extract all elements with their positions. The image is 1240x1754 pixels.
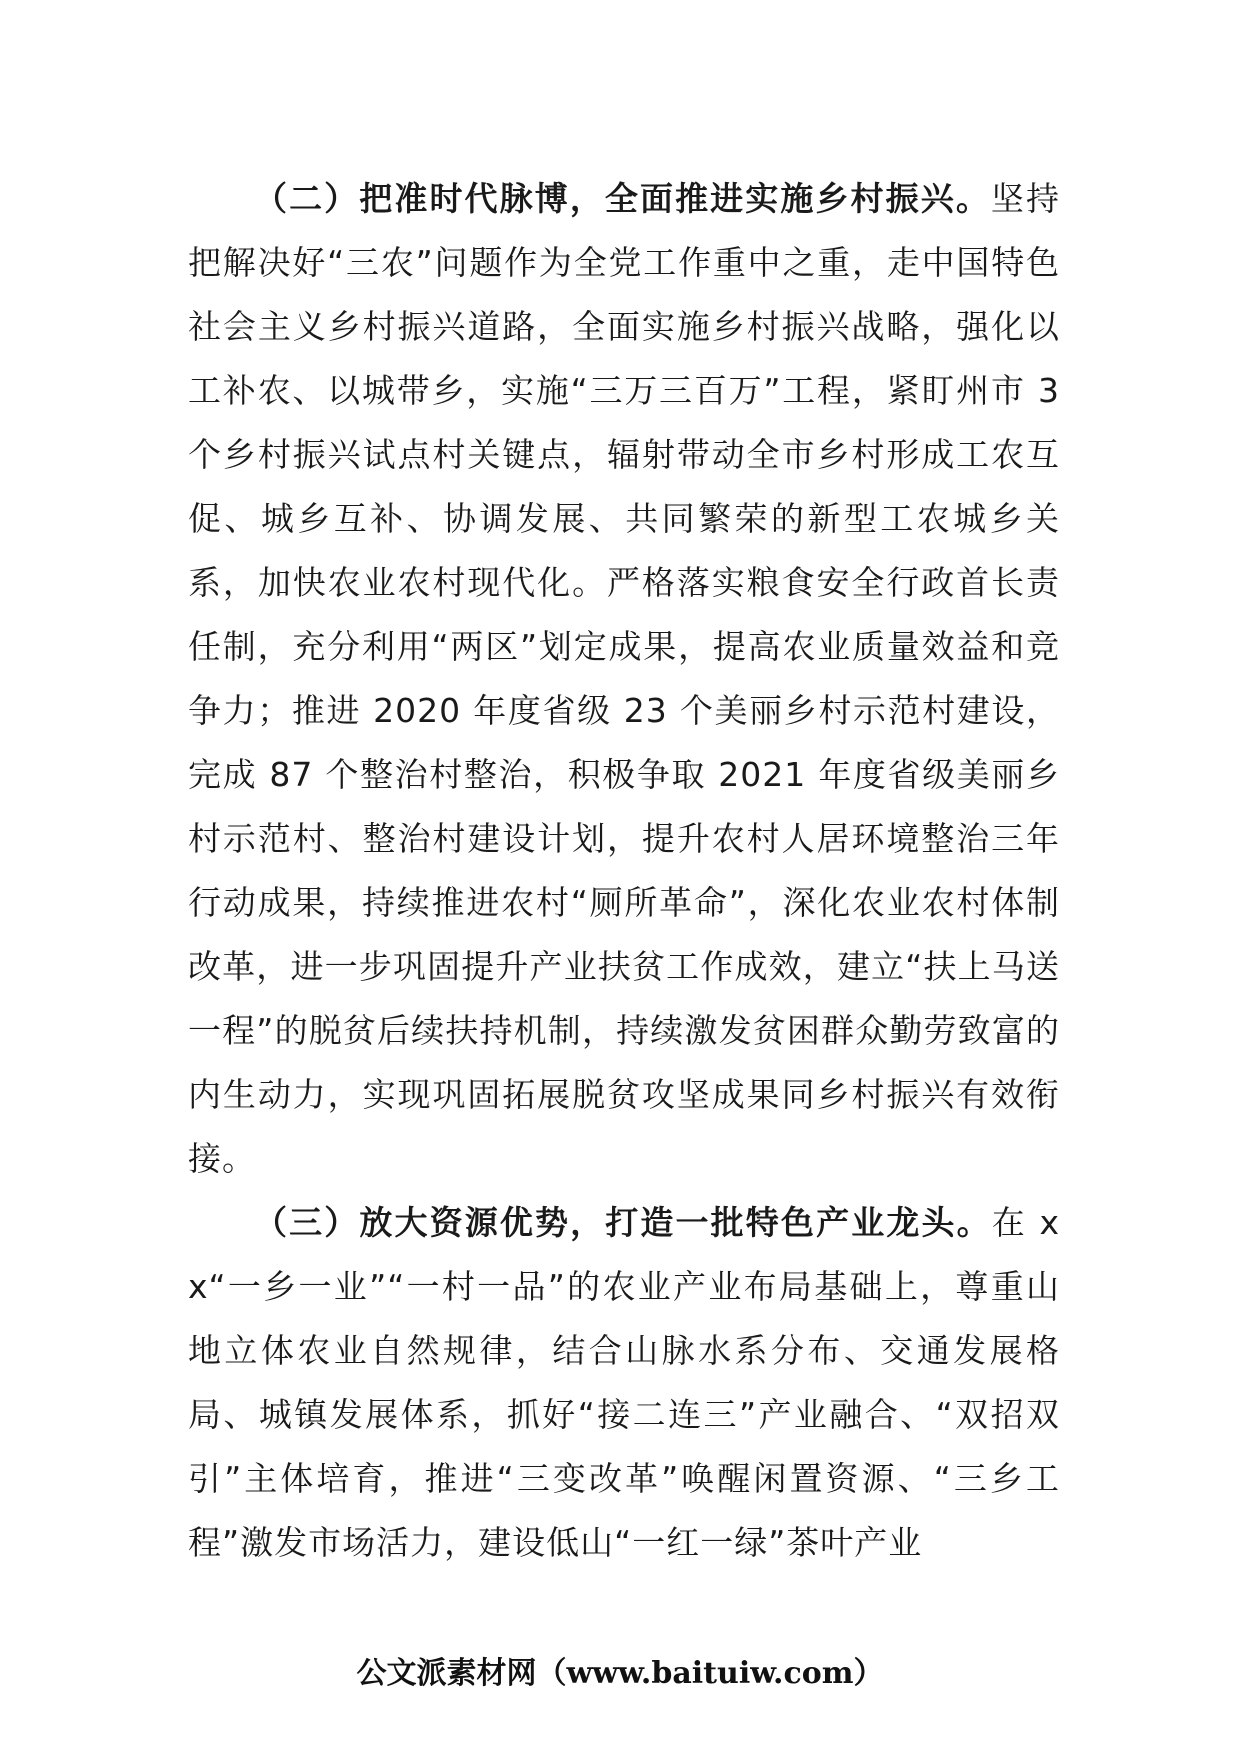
paragraph-rural-revitalization bbox=[188, 167, 1060, 1191]
paragraph-text: 坚持把解决好“三农”问题作为全党工作重中之重，走中国特色社会主义乡村振兴道路，全面实施乡村振兴战略，强化以工补农、以城带乡，实施“三万三百万”工程，紧盯州市 3 个乡村振兴试点村关键点，辐射带动全市乡村形成工农互促、城乡互补、协调发展、共同繁荣的新型工农城乡关系，加快农业农村现代化。严格落实粮食安全行政首长责任制，充分利用“两区”划定成果，提高农业质量效益和竞争力；推进 2020 年度省级 23 个美丽乡村示范村建设，完成 87 个整治村整治，积极争取 2021 年度省级美丽乡村示范村、整治村建设计划，提升农村人居环境整治三年行动成果，持续推进农村“厕所革命”，深化农业农村体制改革，进一步巩固提升产业扶贫工作成效，建立“扶上马送一程”的脱贫后续扶持机制，持续激发贫困群众勤劳致富的内生动力，实现巩固拓展脱贫攻坚成果同乡村振兴有效衔接。 bbox=[188, 179, 1061, 1178]
paragraph-text: 在 xx“一乡一业”“一村一品”的农业产业布局基础上，尊重山地立体农业自然规律，结合山脉水系分布、交通发展格局、城镇发展体系，抓好“接二连三”产业融合、“双招双引”主体培育，推进“三变改革”唤醒闲置资源、“三乡工程”激发市场活力，建设低山“一红一绿”茶叶产业 bbox=[188, 1203, 1060, 1562]
paragraph-resource-advantage bbox=[188, 1191, 1060, 1575]
paragraph-heading: （三）放大资源优势，打造一批特色产业龙头。 bbox=[254, 1203, 992, 1242]
footer-watermark: 公文派素材网（www.baituiw.com） bbox=[356, 1656, 884, 1691]
paragraph-heading: （二）把准时代脉博，全面推进实施乡村振兴。 bbox=[254, 179, 991, 218]
document-body bbox=[188, 167, 1060, 1575]
